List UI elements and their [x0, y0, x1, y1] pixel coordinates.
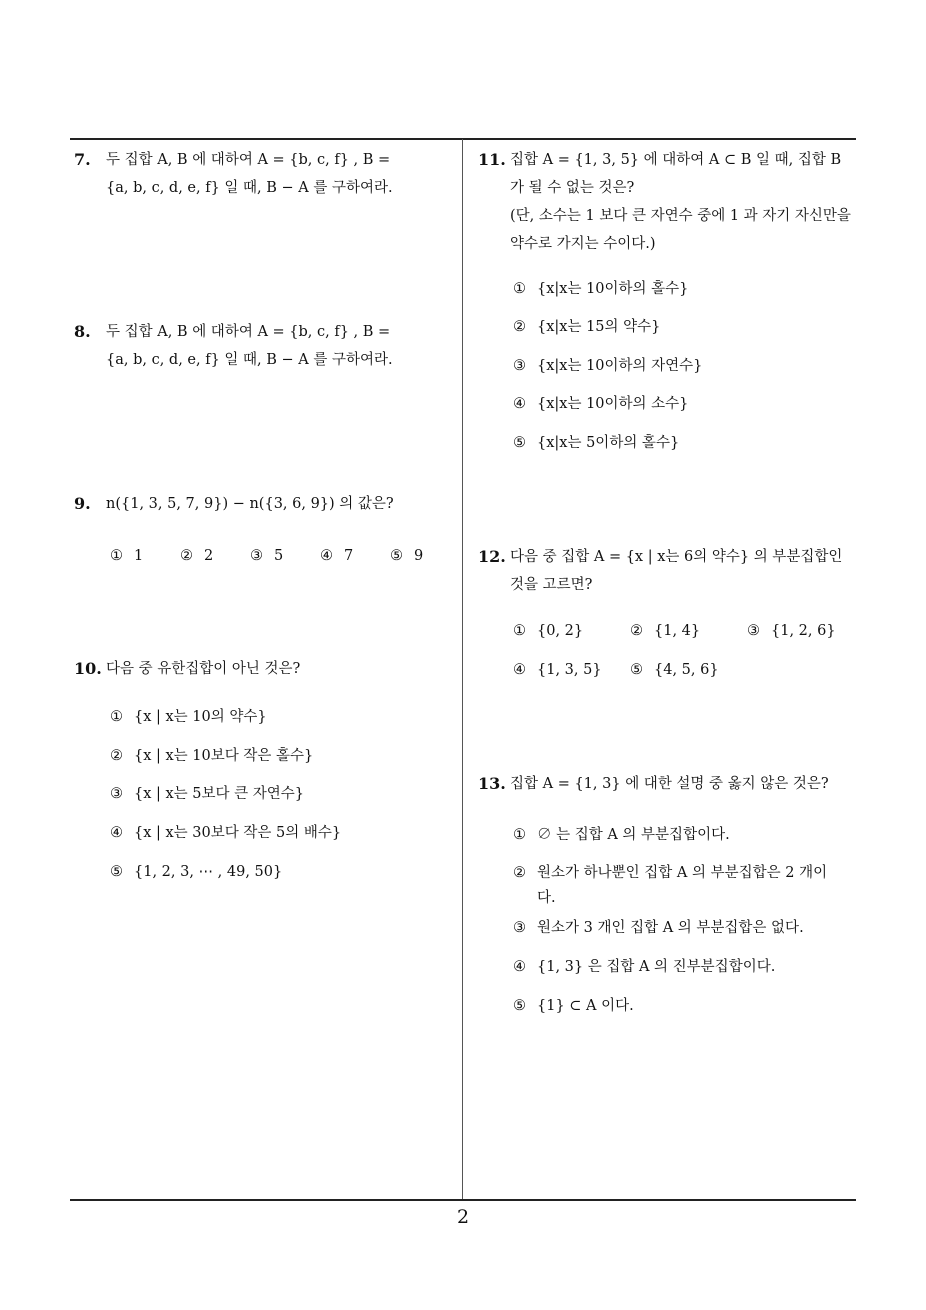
option-text: {x | x는 10보다 작은 홀수} [134, 748, 314, 764]
stem-line: 가 될 수 없는 것은? [510, 180, 635, 196]
option-mark: ③ [747, 623, 760, 639]
question-number: 12. [478, 547, 506, 566]
question-stem [510, 770, 829, 798]
question-number: 7. [74, 150, 91, 169]
option-5[interactable] [110, 861, 282, 883]
option-2-continuation [537, 887, 556, 909]
option-text: {1, 3, 5} [537, 662, 602, 678]
question-stem [510, 146, 851, 258]
option-text: 다. [537, 890, 556, 906]
option-text: {x | x는 30보다 작은 5의 배수} [134, 825, 342, 841]
question-number: 10. [74, 659, 102, 678]
option-text: {x|x는 15의 약수} [537, 319, 661, 335]
stem-line: 약수로 가지는 수이다.) [510, 236, 656, 252]
option-5[interactable] [513, 432, 679, 454]
page-number: 2 [456, 1206, 470, 1228]
question-number: 9. [74, 494, 91, 513]
stem-line: {a, b, c, d, e, f} 일 때, B − A 를 구하여라. [106, 352, 393, 368]
option-mark: ⑤ [513, 435, 526, 451]
option-mark: ③ [250, 548, 263, 564]
stem-line: (단, 소수는 1 보다 큰 자연수 중에 1 과 자기 자신만을 [510, 208, 851, 224]
option-text: {1} ⊂ A 이다. [537, 998, 634, 1014]
option-4[interactable] [320, 545, 353, 567]
option-mark: ③ [513, 358, 526, 374]
option-mark: ④ [513, 959, 526, 975]
option-mark: ⑤ [390, 548, 403, 564]
question-stem [106, 490, 394, 518]
option-text: 5 [274, 548, 284, 564]
question-stem [106, 146, 393, 202]
stem-line: {a, b, c, d, e, f} 일 때, B − A 를 구하여라. [106, 180, 393, 196]
option-mark: ② [180, 548, 193, 564]
stem-line: 다음 중 집합 A = {x | x는 6의 약수} 의 부분집합인 [510, 549, 843, 565]
option-mark: ④ [110, 825, 123, 841]
option-2[interactable] [513, 862, 827, 884]
option-text: {x|x는 5이하의 홀수} [537, 435, 680, 451]
stem-line: 집합 A = {1, 3} 에 대한 설명 중 옳지 않은 것은? [510, 776, 829, 792]
option-mark: ② [110, 748, 123, 764]
option-mark: ③ [513, 920, 526, 936]
option-mark: ① [513, 827, 526, 843]
option-text: {1, 2, 3, ⋯ , 49, 50} [134, 864, 283, 880]
option-5[interactable] [390, 545, 423, 567]
stem-line: n({1, 3, 5, 7, 9}) − n({3, 6, 9}) 의 값은? [106, 496, 394, 512]
stem-line: 두 집합 A, B 에 대하여 A = {b, c, f} , B = [106, 152, 391, 168]
option-text: 9 [414, 548, 424, 564]
option-text: {0, 2} [537, 623, 584, 639]
option-text: {x|x는 10이하의 자연수} [537, 358, 703, 374]
option-text: 7 [344, 548, 354, 564]
option-mark: ④ [320, 548, 333, 564]
option-mark: ① [110, 709, 123, 725]
option-4[interactable] [110, 822, 341, 844]
option-text: 1 [134, 548, 144, 564]
option-mark: ③ [110, 786, 123, 802]
option-text: {x | x는 10의 약수} [134, 709, 267, 725]
option-text: {1, 3} 은 집합 A 의 진부분집합이다. [537, 959, 776, 975]
option-mark: ⑤ [513, 998, 526, 1014]
option-2[interactable] [630, 620, 700, 642]
option-2[interactable] [513, 316, 660, 338]
question-number: 13. [478, 774, 506, 793]
top-rule [70, 138, 856, 140]
option-1[interactable] [513, 620, 583, 642]
option-text: {4, 5, 6} [654, 662, 719, 678]
option-text: {x|x는 10이하의 소수} [537, 396, 689, 412]
question-stem [106, 655, 300, 683]
option-mark: ① [513, 623, 526, 639]
bottom-rule [70, 1199, 856, 1201]
option-1[interactable] [513, 824, 730, 846]
option-2[interactable] [180, 545, 213, 567]
option-text: {1, 2, 6} [771, 623, 836, 639]
option-mark: ① [110, 548, 123, 564]
option-mark: ④ [513, 396, 526, 412]
option-3[interactable] [250, 545, 283, 567]
option-mark: ④ [513, 662, 526, 678]
option-5[interactable] [630, 659, 719, 681]
option-text: {1, 4} [654, 623, 701, 639]
option-mark: ① [513, 281, 526, 297]
option-mark: ⑤ [110, 864, 123, 880]
question-stem [510, 543, 842, 599]
option-mark: ⑤ [630, 662, 643, 678]
option-text: 원소가 3 개인 집합 A 의 부분집합은 없다. [537, 920, 804, 936]
question-stem [106, 318, 393, 374]
column-divider [462, 139, 463, 1200]
option-4[interactable] [513, 393, 688, 415]
option-mark: ② [513, 865, 526, 881]
option-text: {x|x는 10이하의 홀수} [537, 281, 689, 297]
option-3[interactable] [513, 917, 804, 939]
option-3[interactable] [747, 620, 836, 642]
option-4[interactable] [513, 956, 775, 978]
question-number: 11. [478, 150, 506, 169]
option-1[interactable] [110, 545, 143, 567]
option-mark: ② [513, 319, 526, 335]
option-4[interactable] [513, 659, 602, 681]
option-1[interactable] [110, 706, 267, 728]
stem-line: 두 집합 A, B 에 대하여 A = {b, c, f} , B = [106, 324, 391, 340]
option-text: 2 [204, 548, 214, 564]
stem-line: 것을 고르면? [510, 577, 593, 593]
option-mark: ② [630, 623, 643, 639]
option-text: 원소가 하나뿐인 집합 A 의 부분집합은 2 개이 [537, 865, 828, 881]
option-3[interactable] [110, 783, 304, 805]
option-5[interactable] [513, 995, 634, 1017]
option-text: {x | x는 5보다 큰 자연수} [134, 786, 305, 802]
option-1[interactable] [513, 278, 688, 300]
option-3[interactable] [513, 355, 702, 377]
option-text: ∅ 는 집합 A 의 부분집합이다. [537, 827, 730, 843]
stem-line: 집합 A = {1, 3, 5} 에 대하여 A ⊂ B 일 때, 집합 B [510, 152, 842, 168]
option-2[interactable] [110, 745, 313, 767]
question-number: 8. [74, 322, 91, 341]
stem-line: 다음 중 유한집합이 아닌 것은? [106, 661, 301, 677]
